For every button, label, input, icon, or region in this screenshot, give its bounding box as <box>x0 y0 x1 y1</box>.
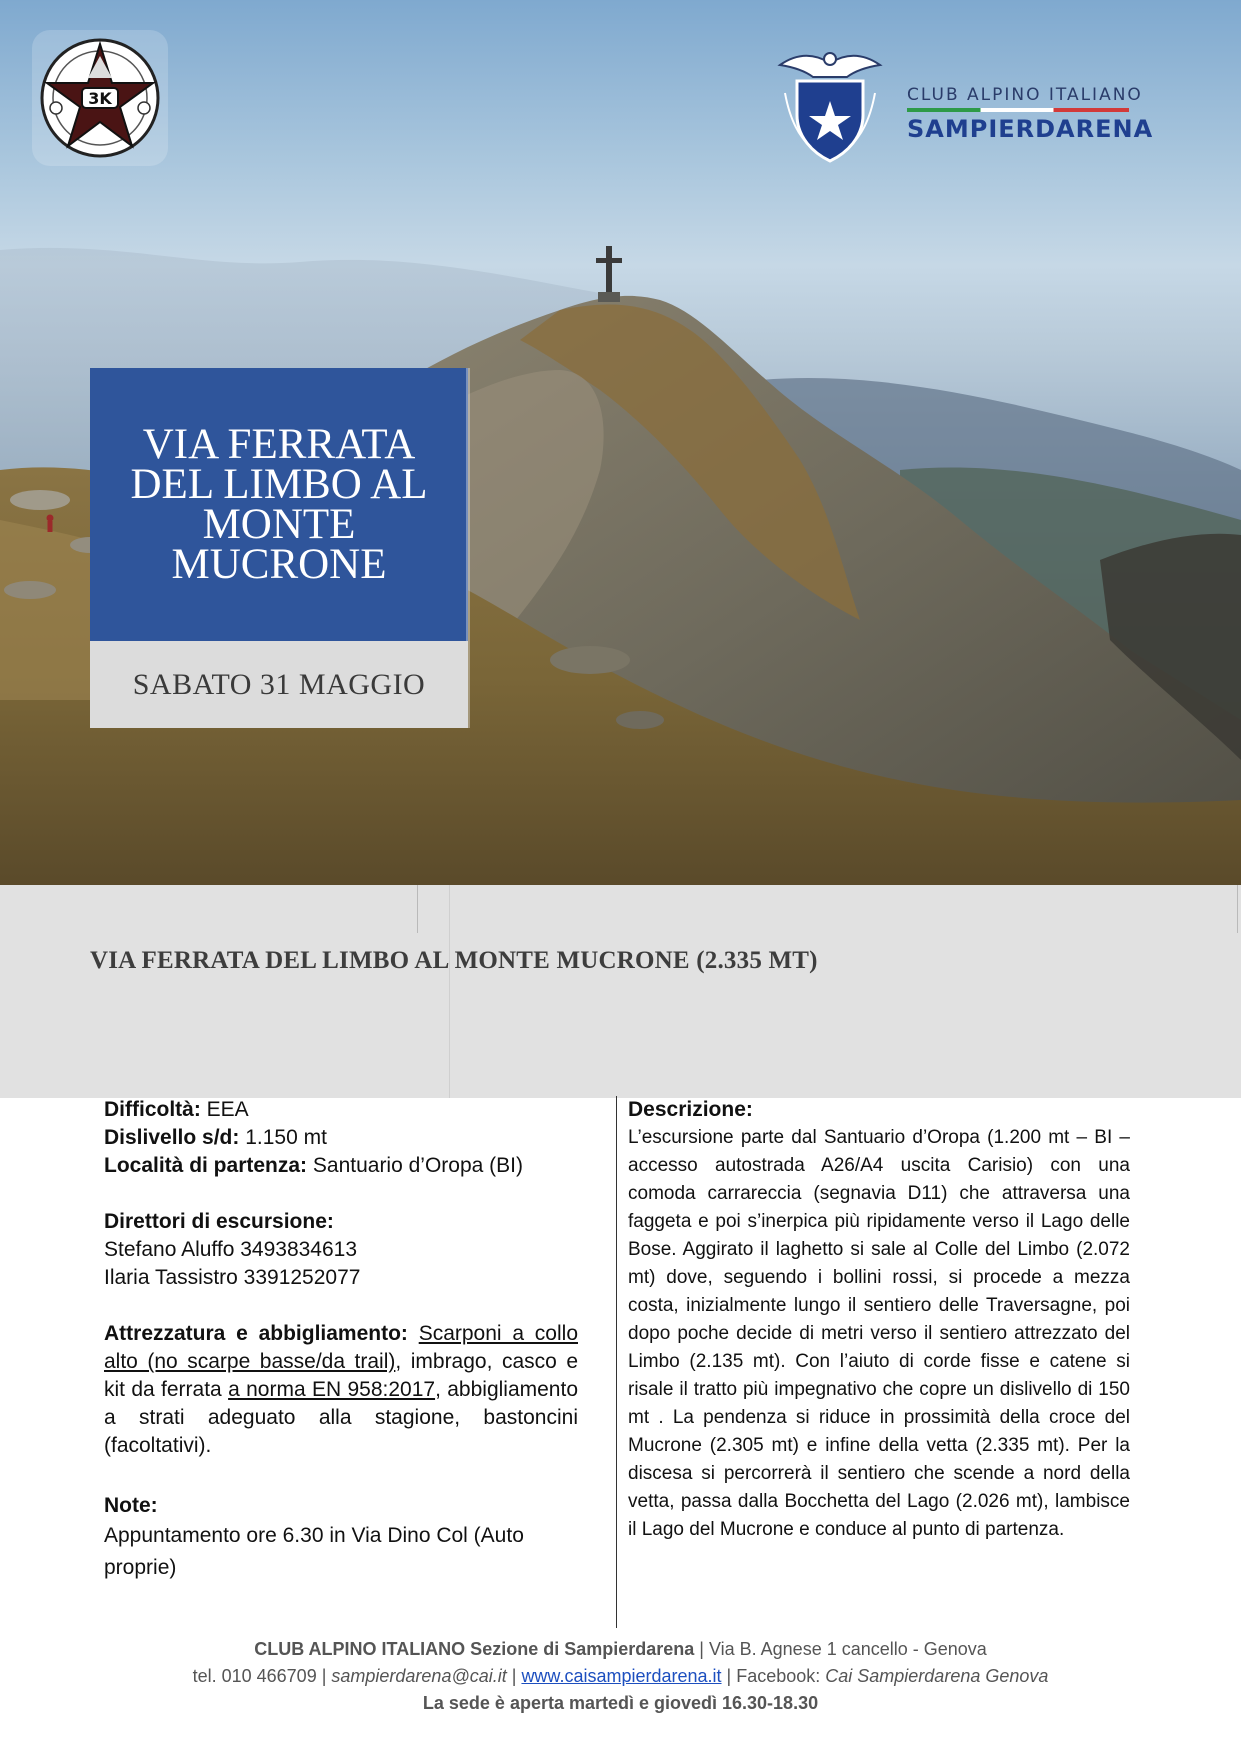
footer-website-link[interactable]: www.caisampierdarena.it <box>521 1666 722 1686</box>
difficulty-value: EEA <box>200 1098 249 1121</box>
title-box <box>90 368 468 641</box>
band-divider <box>1237 885 1238 933</box>
column-divider <box>616 1096 617 1628</box>
event-date: SABATO 31 MAGGIO <box>132 667 426 701</box>
notes-value: Appuntamento ore 6.30 in Via Dino Col (Auto proprie) <box>104 1524 524 1579</box>
footer-contact-line <box>0 1663 1241 1690</box>
equipment-text: , imbrago, casco e kit da ferrata <box>104 1350 578 1401</box>
directors-label: Direttori di escursione: <box>104 1210 334 1233</box>
equipment-boots: Scarponi a collo alto (no scarpe basse/da trail) <box>104 1322 578 1373</box>
page-title: VIA FERRATA DEL LIMBO AL MONTE MUCRONE <box>130 420 428 588</box>
equipment-text-2: , abbigliamento a strati adeguato alla stagione, bastoncini (facoltativi). <box>104 1378 578 1457</box>
start-location-label: Località di partenza: <box>104 1154 308 1177</box>
3k-star-badge-icon <box>30 28 170 168</box>
description-column <box>628 1096 1130 1544</box>
cai-logo <box>775 45 1154 165</box>
cai-eagle-emblem <box>775 45 885 165</box>
tricolor-stripe <box>907 108 1129 112</box>
director-item: Ilaria Tassistro 3391252077 <box>104 1266 361 1289</box>
difficulty-row <box>104 1096 578 1124</box>
equipment-paragraph <box>104 1320 578 1460</box>
equipment-norm: a norma EN 958:2017 <box>228 1378 436 1401</box>
footer-tel: tel. 010 466709 | <box>192 1666 332 1686</box>
subtitle-band <box>0 885 1241 1098</box>
cai-section-name: SAMPIERDARENA <box>907 115 1154 143</box>
elevation-row <box>104 1124 578 1152</box>
footer-org-line <box>0 1636 1241 1663</box>
3k-logo <box>30 28 170 168</box>
description-label: Descrizione: <box>628 1098 753 1121</box>
cai-name: CLUB ALPINO ITALIANO <box>907 85 1143 105</box>
notes-label: Note: <box>104 1494 158 1517</box>
band-divider <box>417 885 418 933</box>
footer-email[interactable]: sampierdarena@cai.it <box>331 1666 507 1686</box>
equipment-label: Attrezzatura e abbigliamento: <box>104 1322 408 1345</box>
elevation-value: 1.150 mt <box>239 1126 327 1149</box>
cai-eagle-emblem-icon <box>775 45 885 165</box>
event-subtitle: VIA FERRATA DEL LIMBO AL MONTE MUCRONE (2.335 MT) <box>90 947 818 974</box>
start-location-row <box>104 1152 578 1180</box>
footer <box>0 1636 1241 1717</box>
band-divider <box>449 885 450 1098</box>
description-text: L’escursione parte dal Santuario d’Oropa (1.200 mt – BI – accesso autostrada A26/A4 uscita Carisio) con una comoda carrareccia (segnavia D11) che attraversa una faggeta e poi s’inerpica più ripidamente verso il Lago delle Bose. Aggirato il laghetto si sale al Colle del Limbo (2.072 mt) dove, seguendo i bollini rossi, si procede a mezza costa, inizialmente lungo il sentiero delle Traversagne, poi dopo poche decide di metri verso il sentiero attrezzato del Limbo (2.135 mt). Con l’aiuto di corde fisse e catene si risale il tratto più impegnativo che copre un dislivello di 150 mt . La pendenza si riduce in prossimità della croce del Mucrone (2.305 mt) e infine della vetta (2.335 mt). Per la discesa si percorrerà il sentiero che scende a nord della vetta, passa dalla Bocchetta del Lago (2.026 mt), lambisce il Lago del Mucrone e conduce al punto di partenza. <box>628 1127 1130 1540</box>
director-item: Stefano Aluffo 3493834613 <box>104 1238 358 1261</box>
start-location-value: Santuario d’Oropa (BI) <box>307 1154 523 1177</box>
difficulty-label: Difficoltà: <box>104 1098 201 1121</box>
elevation-label: Dislivello s/d: <box>104 1126 240 1149</box>
3k-logo-text: 3K <box>88 89 112 108</box>
footer-sep: | Facebook: <box>721 1666 826 1686</box>
footer-org: CLUB ALPINO ITALIANO Sezione di Sampierdarena <box>254 1639 695 1659</box>
details-column <box>104 1096 578 1584</box>
footer-sep: | <box>506 1666 522 1686</box>
footer-facebook[interactable]: Cai Sampierdarena Genova <box>825 1666 1049 1686</box>
date-box <box>90 641 468 728</box>
footer-hours: La sede è aperta martedì e giovedì 16.30-18.30 <box>422 1693 819 1713</box>
footer-address: | Via B. Agnese 1 cancello - Genova <box>694 1639 987 1659</box>
